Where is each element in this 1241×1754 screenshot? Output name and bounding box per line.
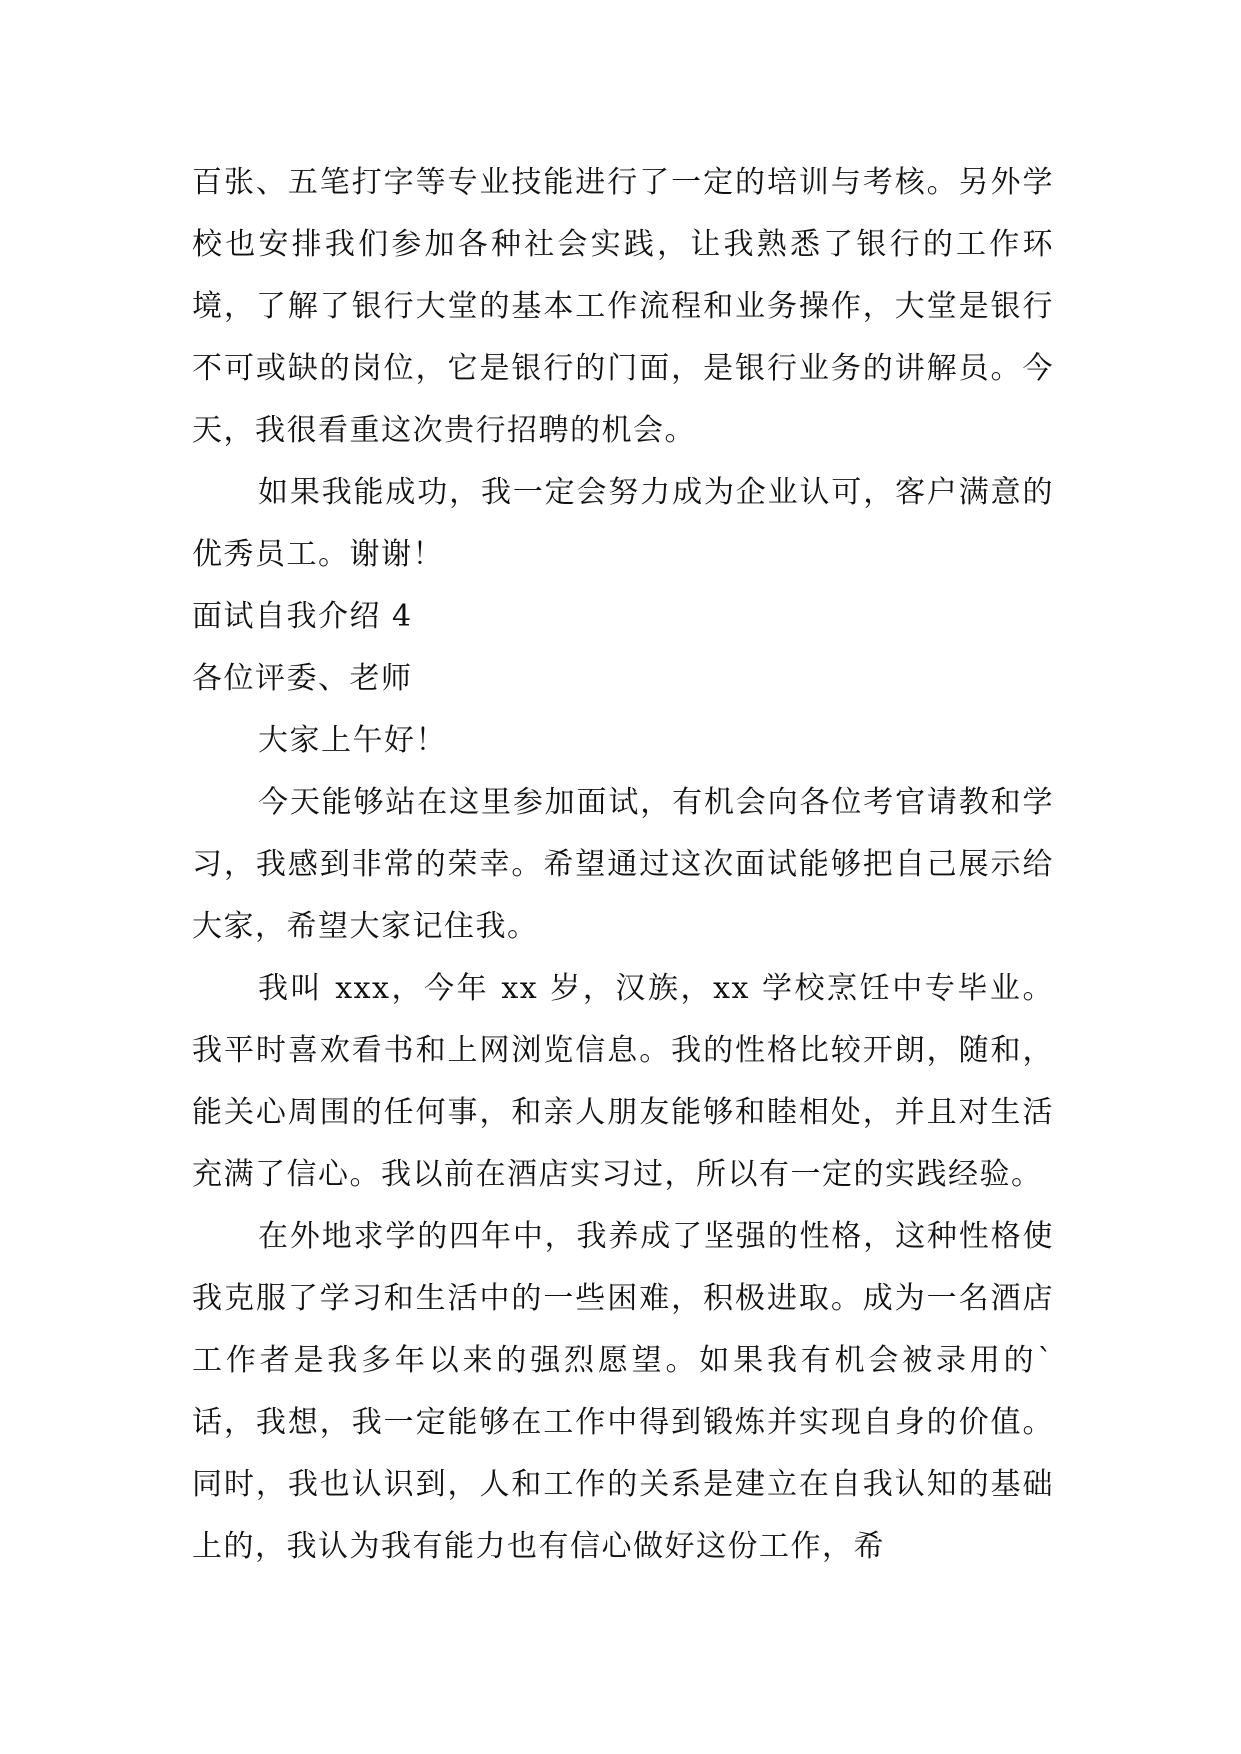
paragraph-self-intro: 我叫 xxx，今年 xx 岁，汉族，xx 学校烹饪中专毕业。我平时喜欢看书和上网浏览信息。我的性格比较开朗，随和，能关心周围的任何事，和亲人朋友能够和睦相处，并且对生活充满了信心。我以前在酒店实习过，所以有一定的实践经验。 bbox=[192, 971, 1054, 1192]
paragraph-bank-training: 百张、五笔打字等专业技能进行了一定的培训与考核。另外学校也安排我们参加各种社会实践，让我熟悉了银行的工作环境，了解了银行大堂的基本工作流程和业务操作，大堂是银行不可或缺的岗位，它是银行的门面，是银行业务的讲解员。今天，我很看重这次贵行招聘的机会。 bbox=[192, 165, 1054, 448]
paragraph-closing-thanks: 如果我能成功，我一定会努力成为企业认可，客户满意的优秀员工。谢谢！ bbox=[192, 475, 1054, 572]
salutation: 各位评委、老师 bbox=[192, 661, 413, 696]
paragraph-study-experience: 在外地求学的四年中，我养成了坚强的性格，这种性格使我克服了学习和生活中的一些困难，积极进取。成为一名酒店工作者是我多年以来的强烈愿望。如果我有机会被录用的`话，我想，我一定能够在工作中得到锻炼并实现自身的价值。同时，我也认识到，人和工作的关系是建立在自我认知的基础上的，我认为我有能力也有信心做好这份工作，希 bbox=[192, 1219, 1054, 1564]
document-body bbox=[192, 152, 1054, 1578]
paragraph-opening: 今天能够站在这里参加面试，有机会向各位考官请教和学习，我感到非常的荣幸。希望通过这次面试能够把自己展示给大家，希望大家记住我。 bbox=[192, 785, 1054, 944]
section-heading: 面试自我介绍 4 bbox=[192, 599, 413, 634]
greeting: 大家上午好！ bbox=[258, 723, 447, 758]
